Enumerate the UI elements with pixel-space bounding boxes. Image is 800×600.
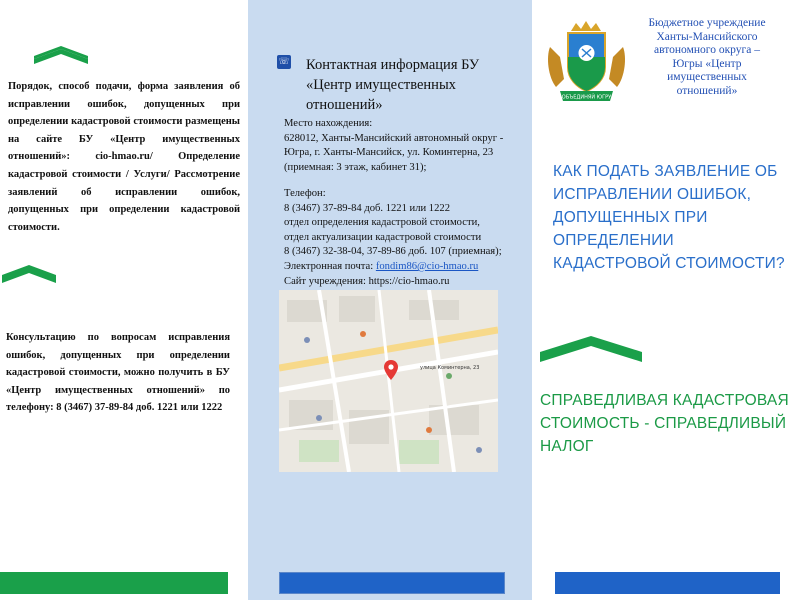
footer-bar-blue-right [555, 572, 780, 594]
department-2: отдел актуализации кадастровой стоимости [284, 231, 482, 243]
coat-of-arms-logo [544, 17, 629, 105]
address-label: Место нахождения: [284, 118, 373, 129]
slogan: СПРАВЕДЛИВАЯ КАДАСТРОВАЯ СТОИМОСТЬ - СПРАВЕДЛИВЫЙ НАЛОГ [540, 392, 789, 455]
chevron-up-icon [540, 336, 642, 362]
map-pin-icon [384, 360, 398, 380]
phone-main: 8 (3467) 37-89-84 доб. 1221 или 1222 [284, 202, 450, 214]
email-row [284, 260, 524, 275]
question-title: КАК ПОДАТЬ ЗАЯВЛЕНИЕ ОБ ИСПРАВЛЕНИИ ОШИБОК, ДОПУЩЕННЫХ ПРИ ОПРЕДЕЛЕНИИ КАДАСТРОВОЙ СТОИМОСТИ? [553, 163, 785, 272]
address-value: 628012, Ханты-Мансийский автономный округ - Югра, г. Ханты-Мансийск, ул. Коминтерна, 23 (приемная: 3 этаж, кабинет 31); [284, 132, 504, 173]
map-pin-label: улица Коминтерна, 23 [420, 365, 480, 371]
site-label: Сайт учреждения: [284, 275, 366, 287]
site-link[interactable]: https://cio-hmao.ru [368, 275, 450, 287]
procedure-text: Порядок, способ подачи, форма заявления об исправлении ошибок, допущенных при определении кадастровой стоимости размещены на сайте БУ «Центр имущественных отношений»: cio-hmao.ru/ Определение кадастровой стоимости / Услуги/ Рассмотрение заявлений об исправлении ошибок, допущенных при определении кадастровой стоимости. [8, 81, 240, 233]
footer-bar-blue-middle [279, 572, 505, 594]
location-map[interactable] [279, 290, 498, 472]
contact-title: Контактная информация БУ «Центр имущественных отношений» [306, 57, 480, 113]
phone-icon: ☏ [278, 57, 290, 67]
map-graphic [279, 290, 498, 472]
phone-second: 8 (3467) 32-38-04, 37-89-86 доб. 107 (приемная); [284, 246, 502, 258]
chevron-up-icon [34, 46, 88, 64]
chevron-up-icon [2, 265, 56, 283]
email-link[interactable]: fondim86@cio-hmao.ru [375, 260, 479, 272]
org-name: Бюджетное учреждение Ханты-Мансийского автономного округа – Югры «Центр имущественных отношений» [648, 17, 766, 97]
consultation-text: Консультацию по вопросам исправления ошибок, допущенных при определении кадастровой стоимости, можно получить в БУ «Центр имущественных отношений» по телефону: 8 (3467) 37-89-84 доб. 1221 или 1222 [6, 332, 230, 414]
email-label: Электронная почта: [284, 260, 374, 272]
footer-bar-green [0, 572, 228, 594]
logo-motto: ОБЪЕДИНЯЙ ЮГРУ [561, 94, 612, 101]
site-row [284, 275, 524, 290]
contact-address [284, 117, 519, 175]
department-1: отдел определения кадастровой стоимости, [284, 217, 480, 229]
contact-phones [284, 187, 524, 289]
phone-label: Телефон: [284, 188, 326, 199]
